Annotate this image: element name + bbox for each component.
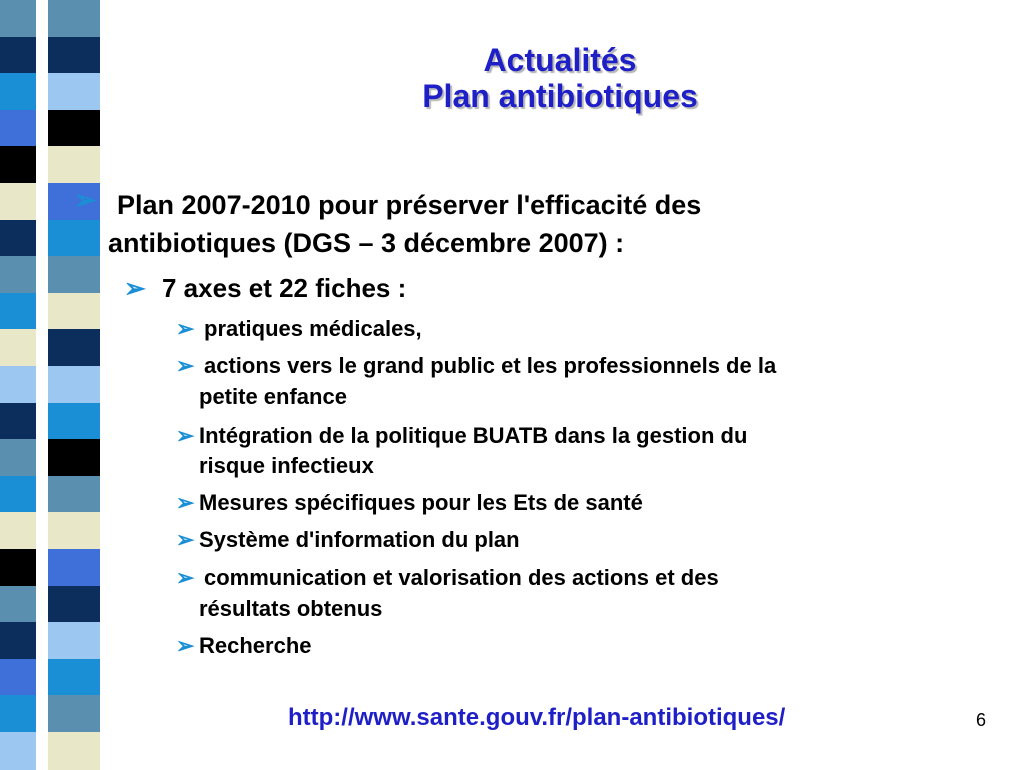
stripe-segment (0, 732, 36, 770)
stripe-band (0, 110, 100, 148)
stripe-segment (48, 549, 100, 587)
list-item-continuation: résultats obtenus (199, 596, 383, 621)
list-item: pratiques médicales, (204, 316, 422, 341)
stripe-segment (0, 586, 36, 624)
stripe-band (0, 0, 100, 38)
stripe-segment (0, 110, 36, 148)
title-line-1: Actualités (483, 42, 637, 78)
stripe-segment (48, 220, 100, 258)
stripe-segment (48, 695, 100, 733)
arrow-bullet-icon: ➢ (176, 353, 195, 378)
list-item-continuation: risque infectieux (199, 453, 374, 478)
stripe-segment (0, 0, 36, 38)
stripe-band (0, 329, 100, 367)
stripe-band (0, 622, 100, 660)
stripe-band (0, 439, 100, 477)
arrow-bullet-icon: ➢ (176, 565, 195, 590)
stripe-segment (48, 256, 100, 294)
arrow-bullet-icon: ➢ (74, 185, 97, 215)
main-bullet-line-1: Plan 2007-2010 pour préserver l'efficacité des (117, 190, 702, 220)
stripe-band (0, 293, 100, 331)
stripe-band (0, 220, 100, 258)
stripe-segment (48, 586, 100, 624)
stripe-band (0, 37, 100, 75)
stripe-segment (0, 622, 36, 660)
stripe-segment (48, 73, 100, 111)
stripe-segment (48, 622, 100, 660)
plan-url-link[interactable]: http://www.sante.gouv.fr/plan-antibiotiques/ (288, 704, 786, 731)
stripe-segment (48, 110, 100, 148)
stripe-segment (0, 37, 36, 75)
stripe-segment (0, 146, 36, 184)
stripe-segment (0, 549, 36, 587)
stripe-segment (48, 476, 100, 514)
arrow-bullet-icon: ➢ (176, 527, 195, 552)
stripe-segment (48, 512, 100, 550)
list-item: Recherche (199, 633, 312, 658)
stripe-band (0, 476, 100, 514)
stripe-segment (48, 439, 100, 477)
title-line-2: Plan antibiotiques (422, 78, 698, 114)
stripe-segment (0, 476, 36, 514)
arrow-bullet-icon: ➢ (176, 423, 195, 448)
stripe-band (0, 695, 100, 733)
stripe-segment (0, 659, 36, 697)
stripe-band (0, 366, 100, 404)
stripe-band (0, 586, 100, 624)
stripe-segment (48, 146, 100, 184)
stripe-segment (0, 439, 36, 477)
stripe-segment (0, 293, 36, 331)
stripe-segment (0, 256, 36, 294)
main-bullet-line-2: antibiotiques (DGS – 3 décembre 2007) : (108, 228, 625, 258)
stripe-segment (0, 512, 36, 550)
arrow-bullet-icon: ➢ (176, 633, 195, 658)
stripe-segment (48, 37, 100, 75)
stripe-segment (48, 0, 100, 38)
list-item: Système d'information du plan (199, 527, 520, 552)
decorative-stripe (0, 0, 100, 768)
stripe-segment (48, 732, 100, 770)
stripe-band (0, 512, 100, 550)
stripe-segment (0, 73, 36, 111)
list-item: Mesures spécifiques pour les Ets de santé (199, 490, 643, 515)
stripe-segment (48, 293, 100, 331)
stripe-band (0, 256, 100, 294)
stripe-segment (0, 220, 36, 258)
sub-bullet: 7 axes et 22 fiches : (162, 273, 407, 303)
stripe-segment (0, 403, 36, 441)
stripe-segment (48, 403, 100, 441)
stripe-segment (0, 366, 36, 404)
stripe-segment (0, 695, 36, 733)
arrow-bullet-icon: ➢ (176, 316, 195, 341)
stripe-band (0, 73, 100, 111)
list-item-continuation: petite enfance (199, 384, 347, 409)
stripe-segment (48, 659, 100, 697)
stripe-band (0, 146, 100, 184)
stripe-segment (0, 183, 36, 221)
slide-title (220, 42, 900, 114)
list-item: actions vers le grand public et les professionnels de la (204, 353, 777, 378)
stripe-segment (48, 329, 100, 367)
list-item: Intégration de la politique BUATB dans la gestion du (199, 423, 748, 448)
arrow-bullet-icon: ➢ (124, 273, 146, 303)
stripe-band (0, 549, 100, 587)
stripe-band (0, 403, 100, 441)
stripe-band (0, 659, 100, 697)
arrow-bullet-icon: ➢ (176, 490, 195, 515)
stripe-segment (48, 366, 100, 404)
page-number: 6 (976, 710, 987, 730)
list-item: communication et valorisation des actions et des (204, 565, 719, 590)
stripe-segment (0, 329, 36, 367)
stripe-band (0, 732, 100, 770)
